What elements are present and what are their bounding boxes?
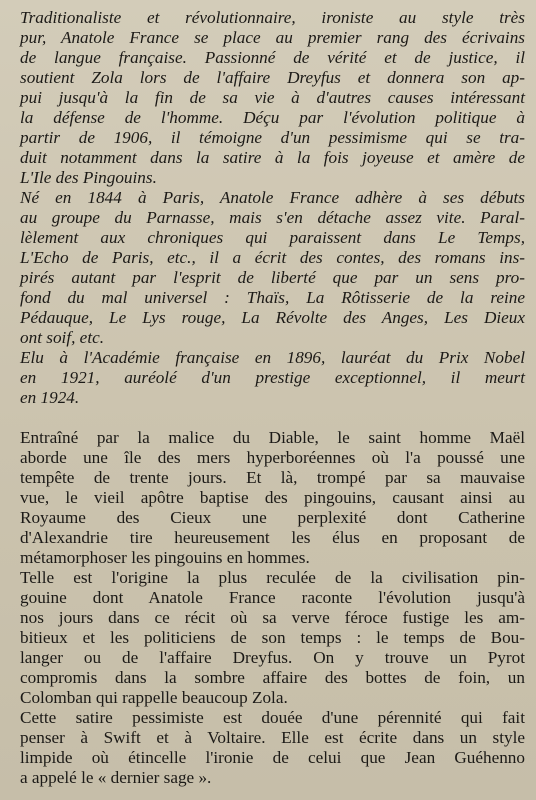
summary-line: penser à Swift et à Voltaire. Elle est écrite dans un style <box>20 728 525 747</box>
summary-line: d'Alexandrie tire heureusement les élus en proposant de <box>20 528 525 547</box>
biography-line: ont soif, etc. <box>20 328 105 347</box>
biography-line: partir de 1906, il témoigne d'un pessimisme qui se tra- <box>20 128 525 147</box>
biography-line: de langue française. Passionné de vérité et de justice, il <box>20 48 525 67</box>
author-biography <box>20 8 525 408</box>
biography-line: au groupe du Parnasse, mais s'en détache assez vite. Paral- <box>20 208 525 227</box>
biography-line: Traditionaliste et révolutionnaire, ironiste au style très <box>20 8 525 27</box>
summary-line: nos jours dans ce récit où sa verve féroce fustige les am- <box>20 608 525 627</box>
biography-line: Né en 1844 à Paris, Anatole France adhère à ses débuts <box>20 188 525 207</box>
biography-line: en 1921, auréolé d'un prestige exceptionnel, il meurt <box>20 368 525 387</box>
biography-line: la défense de l'homme. Déçu par l'évolution politique à <box>20 108 525 127</box>
biography-line: L'Echo de Paris, etc., il a écrit des contes, des romans ins- <box>20 248 525 267</box>
section-gap <box>20 408 525 428</box>
summary-line: gouine dont Anatole France raconte l'évolution jusqu'à <box>20 588 525 607</box>
summary-line: compromis dans la sombre affaire des bottes de foin, un <box>20 668 525 687</box>
biography-line: Elu à l'Académie française en 1896, lauréat du Prix Nobel <box>20 348 525 367</box>
summary-line: vue, le vieil apôtre baptise des pingouins, causant ainsi au <box>20 488 525 507</box>
summary-line: langer ou de l'affaire Dreyfus. On y trouve un Pyrot <box>20 648 525 667</box>
biography-line: pirés autant par l'esprit de liberté que par un sens pro- <box>20 268 525 287</box>
summary-line: a appelé le « dernier sage ». <box>20 768 212 787</box>
summary-line: Colomban qui rappelle beaucoup Zola. <box>20 688 288 707</box>
summary-line: métamorphoser les pingouins en hommes. <box>20 548 310 567</box>
summary-line: tempête de trente jours. Et là, trompé par sa mauvaise <box>20 468 525 487</box>
biography-line: fond du mal universel : Thaïs, La Rôtisserie de la reine <box>20 288 525 307</box>
book-back-cover <box>20 8 525 788</box>
summary-line: Cette satire pessimiste est douée d'une pérennité qui fait <box>20 708 525 727</box>
summary-line: Royaume des Cieux une perplexité dont Catherine <box>20 508 525 527</box>
summary-line: limpide où étincelle l'ironie de celui que Jean Guéhenno <box>20 748 525 767</box>
biography-line: L'Ile des Pingouins. <box>20 168 157 187</box>
biography-line: pui jusqu'à la fin de sa vie à d'autres causes intéressant <box>20 88 525 107</box>
biography-line: duit notamment dans la satire à la fois joyeuse et amère de <box>20 148 525 167</box>
summary-line: bitieux et les politiciens de son temps : le temps de Bou- <box>20 628 525 647</box>
summary-line: Entraîné par la malice du Diable, le saint homme Maël <box>20 428 525 447</box>
summary-line: Telle est l'origine la plus reculée de la civilisation pin- <box>20 568 525 587</box>
book-summary <box>20 428 525 788</box>
summary-line: aborde une île des mers hyperboréennes où l'a poussé une <box>20 448 525 467</box>
biography-line: lèlement aux chroniques qui paraissent dans Le Temps, <box>20 228 525 247</box>
biography-line: pur, Anatole France se place au premier rang des écrivains <box>20 28 525 47</box>
biography-line: soutient Zola lors de l'affaire Dreyfus et donnera son ap- <box>20 68 525 87</box>
biography-line: Pédauque, Le Lys rouge, La Révolte des Anges, Les Dieux <box>20 308 525 327</box>
biography-line: en 1924. <box>20 388 80 407</box>
